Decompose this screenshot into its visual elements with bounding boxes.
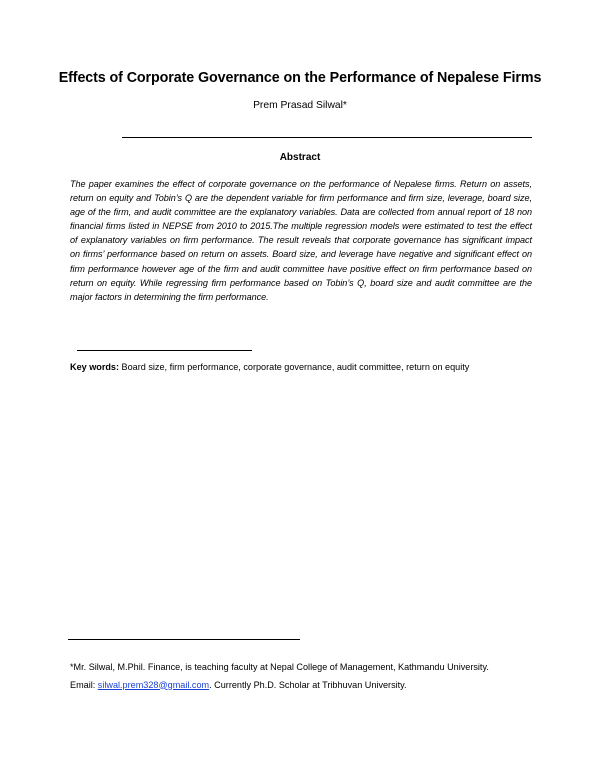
keywords-label: Key words: xyxy=(70,362,120,372)
email-link[interactable]: silwal.prem328@gmail.com xyxy=(97,679,210,690)
keywords-text: Board size, firm performance, corporate governance, audit committee, return on equity xyxy=(119,362,470,372)
abstract-divider xyxy=(77,350,252,351)
footnote-suffix: . Currently Ph.D. Scholar at Tribhuvan University. xyxy=(209,679,407,690)
keywords-line xyxy=(70,362,540,372)
abstract-text: The paper examines the effect of corporate governance on the performance of Nepalese firms. Return on assets, return on equity and Tobin’s Q are the dependent variable for firm performance and firm size, leverage, board size, age of the firm, and audit committee are the explanatory variables. Data are collected from annual report of 18 non financial firms listed in NEPSE from 2010 to 2015.The multiple regression models were estimated to test the effect of explanatory variables on firm performance. The result reveals that corporate governance has significant impact on firms’ performance based on return on assets. Board size, and leverage have negative and significant effect on firm performance however age of the firm and audit committee have positive effect on firm performance based on return on equity. While regressing firm performance based on Tobin’s Q, board size and audit committee are the major factors in determining the firm performance. xyxy=(70,179,532,302)
footnote-email-prefix: Email: xyxy=(70,679,98,690)
footnote-contact xyxy=(70,677,540,695)
author-name: Prem Prasad Silwal* xyxy=(253,100,347,111)
footnote-affiliation: *Mr. Silwal, M.Phil. Finance, is teaching faculty at Nepal College of Management, Kathmandu University. xyxy=(70,662,489,672)
footnote xyxy=(70,659,540,694)
footnote-divider xyxy=(68,639,300,640)
paper-title: Effects of Corporate Governance on the Performance of Nepalese Firms xyxy=(58,70,542,86)
abstract-heading: Abstract xyxy=(279,152,321,163)
title-divider xyxy=(122,137,532,138)
